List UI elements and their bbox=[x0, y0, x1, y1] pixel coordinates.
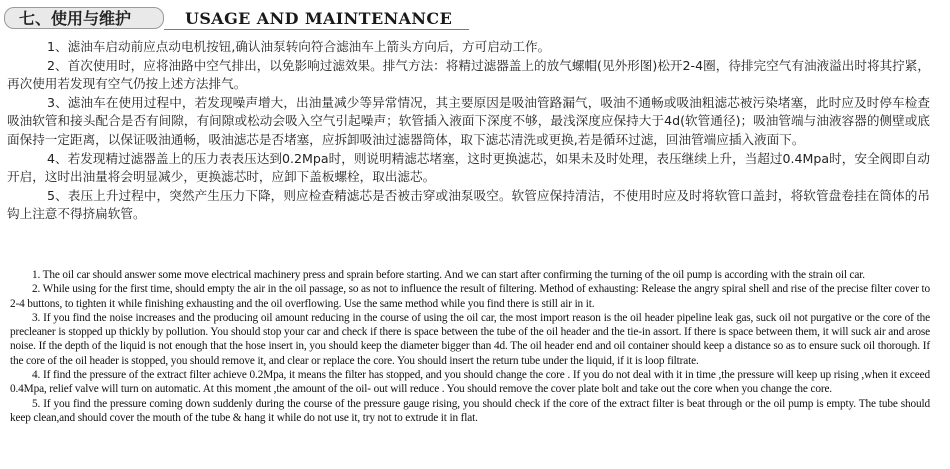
section-title-zh: 七、使用与维护 bbox=[19, 9, 132, 28]
zh-paragraph-3: 3、滤油车在使用过程中，若发现噪声增大，出油量减少等异常情况，其主要原因是吸油管路漏气，吸油不通畅或吸油粗滤芯被污染堵塞，此时应及时停车检查吸油软管和接头配合是否有间隙，有间隙或松动会吸入空气引起噪声；软管插入液面下深度不够，最浅深度应保持大于4d(软管通径)；吸油管端与油液容器的侧壁或底面保持一定距离，以保证吸油通畅，吸油滤芯是否堵塞，应拆卸吸油过滤器筒体，取下滤芯清洗或更换,若是循环过滤，回油管端应插入液面下。 bbox=[7, 94, 930, 147]
en-paragraph-4: 4. If find the pressure of the extract filter achieve 0.2Mpa, it means the filter has stopped, and you should change the core . If you do not deal with it in time ,the pressure will keep up rising ,when it exceed 0.4Mpa, relief valve will turn on automatic. At this moment ,the amount of the oil- out will reduce . You should remove the cover plate bolt and take out the core when you change the core. bbox=[10, 369, 930, 396]
section-title-en: USAGE AND MAINTENANCE bbox=[185, 9, 453, 28]
zh-paragraph-5: 5、表压上升过程中，突然产生压力下降，则应检查精滤芯是否被击穿或油泵吸空。软管应保持清洁，不使用时应及时将软管口盖封，将软管盘卷挂在筒体的吊钩上注意不得挤扁软管。 bbox=[7, 187, 930, 222]
english-instructions bbox=[10, 268, 930, 425]
en-paragraph-2: 2. While using for the first time, should empty the air in the oil passage, so as not to influence the result of filtering. Method of exhausting: Release the angry spiral shell and rise of the precise filter cover to 2-4 buttons, to tighten it while finishing exhausting and the oil overflowing. Use the same method while you find there is still air in it. bbox=[10, 283, 930, 310]
en-paragraph-3: 3. If you find the noise increases and the producing oil amount reducing in the course of using the oil car, the most import reason is the oil header pipeline leak gas, suck oil not purgative or the core of the precleaner is stopped up thickly by pollution. You should stop your car and check if there is space between the tube of the oil header and the tie-in assort. If there is space between them, it will suck air and arose noise. If the depth of the liquid is not enough that the hose insert in, you should keep the diameter bigger than 4d. The oil header end and oil container should keep a distance so as to ensure suck oil thorough. If the core of the oil header is stopped, you should remove it, and clear or replace the core. You should insert the return tube under the liquid, if it is loop filtrate. bbox=[10, 311, 930, 367]
en-paragraph-5: 5. If you find the pressure coming down suddenly during the course of the pressure gauge rising, you should check if the core of the extract filter is beat through or the oil pump is empty. The tube should keep clean,and should cover the mouth of the tube & hang it while do not use it, try not to extrude it in flat. bbox=[10, 397, 930, 424]
zh-paragraph-4: 4、若发现精过滤器盖上的压力表表压达到0.2Mpa时，则说明精滤芯堵塞，这时更换滤芯，如果未及时处理，表压继续上升，当超过0.4Mpa时，安全阀即自动开启，这时出油量将会明显减少，更换滤芯时，应卸下盖板螺栓，取出滤芯。 bbox=[7, 150, 930, 185]
en-paragraph-1: 1. The oil car should answer some move electrical machinery press and sprain before starting. And we can start after confirming the turning of the oil pump is according with the strain oil car. bbox=[32, 269, 865, 281]
chinese-instructions bbox=[7, 38, 930, 224]
section-badge bbox=[4, 7, 164, 29]
zh-paragraph-1: 1、滤油车启动前应点动电机按钮,确认油泵转向符合滤油车上箭头方向后，方可启动工作。 bbox=[47, 39, 551, 54]
zh-paragraph-2: 2、首次使用时，应将油路中空气排出，以免影响过滤效果。排气方法：将精过滤器盖上的放气螺帽(见外形图)松开2-4圈，待排完空气有油液溢出时将其拧紧，再次使用若发现有空气仍按上述方法排气。 bbox=[7, 57, 930, 92]
section-header bbox=[4, 7, 474, 31]
header-underline bbox=[164, 29, 469, 30]
